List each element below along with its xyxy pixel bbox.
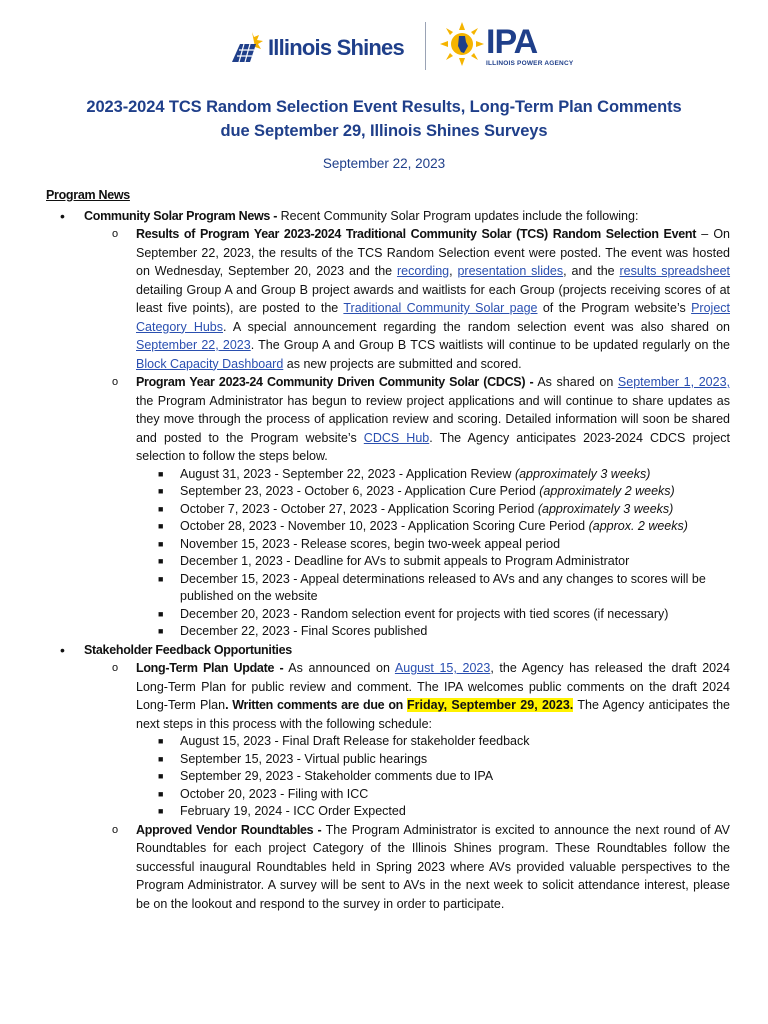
item-text: , and the: [563, 264, 620, 278]
item-text: of the Program website’s: [537, 301, 692, 315]
page-title: [20, 95, 748, 143]
illinois-shines-logo[interactable]: [230, 28, 404, 68]
bullet-square: ■: [158, 806, 164, 816]
highlighted-deadline: Friday, September 29, 2023.: [407, 698, 574, 712]
list-item: [46, 553, 730, 571]
ipa-wordmark: IPA: [486, 23, 538, 61]
step-note: (approx. 2 weeks): [588, 519, 688, 533]
bullet-text: Recent Community Solar Program updates include the following:: [277, 208, 639, 223]
bullet-square: ■: [158, 771, 164, 781]
bullet-community-solar: [46, 207, 730, 226]
step-text: September 29, 2023 - Stakeholder comments due to IPA: [180, 769, 494, 783]
item-emphasis: . Written comments are due on: [225, 698, 408, 712]
bullet-circle: o: [112, 228, 119, 240]
list-item: [46, 623, 730, 641]
item-text: , the Agency has released the draft 2024 Long-Term Plan for public review and comment. The IPA welcomes public comments on the draft 2024 Long-Term Plan: [136, 661, 731, 712]
item-long-term-plan: [46, 659, 730, 733]
logo-divider: [425, 22, 426, 70]
step-text: February 19, 2024 - ICC Order Expected: [180, 804, 406, 818]
bullet-stakeholder-feedback: [46, 641, 730, 660]
bullet-square: ■: [158, 573, 164, 584]
ipa-logo[interactable]: [440, 22, 574, 72]
bullet-dot: •: [60, 207, 65, 224]
link-results-spreadsheet[interactable]: results spreadsheet: [619, 264, 731, 278]
step-text: December 20, 2023 - Random selection event for projects with tied scores (if necessary): [180, 606, 669, 621]
item-tcs-results: [46, 225, 730, 373]
bullet-square: ■: [158, 503, 164, 514]
step-note: (approximately 3 weeks): [537, 501, 674, 516]
item-label: Long-Term Plan Update -: [136, 661, 284, 675]
step-text: October 20, 2023 - Filing with ICC: [180, 786, 369, 801]
illinois-shines-wordmark: Illinois Shines: [268, 35, 404, 60]
list-item: [46, 518, 730, 536]
bullet-square: ■: [158, 608, 164, 619]
step-text: December 22, 2023 - Final Scores published: [180, 624, 428, 638]
item-text: . The Agency anticipates 2023-2024 CDCS project selection to follow the steps below.: [136, 430, 730, 463]
item-label: Program Year 2023-24 Community Driven Community Solar (CDCS) -: [136, 375, 534, 389]
item-av-roundtables: [46, 821, 730, 914]
ltp-steps-list: [46, 733, 730, 821]
bullet-dot: •: [60, 641, 65, 658]
list-item: [46, 803, 730, 821]
list-item: [46, 571, 730, 606]
item-text: ,: [449, 264, 458, 278]
bullet-square: ■: [158, 788, 164, 799]
bullet-square: ■: [158, 538, 164, 549]
list-item: [46, 466, 730, 484]
publish-date: September 22, 2023: [322, 156, 446, 171]
item-cdcs: [46, 373, 730, 466]
link-sep22-announcement[interactable]: September 22, 2023: [136, 338, 251, 352]
item-label: Results of Program Year 2023-2024 Traditional Community Solar (TCS) Random Selection Event: [136, 227, 697, 241]
item-text: . A special announcement regarding the random selection event was also shared on: [223, 319, 730, 334]
list-item: [46, 536, 730, 554]
list-item: [46, 751, 730, 769]
item-text: the Program Administrator has begun to review project applications and will continue to share updates as they move through the process of application review and scoring. Detailed information will soon be shared and posted to the Program website’s: [136, 393, 730, 445]
step-text: December 15, 2023 - Appeal determinations released to AVs and any changes to scores will be published on the website: [180, 571, 706, 603]
bullet-square: ■: [158, 468, 164, 479]
step-note: (approximately 3 weeks): [514, 466, 651, 481]
list-item: [46, 483, 730, 501]
link-tcs-page[interactable]: Traditional Community Solar page: [343, 301, 538, 315]
step-text: September 23, 2023 - October 6, 2023 - Application Cure Period: [180, 484, 540, 498]
list-item: [46, 733, 730, 751]
link-cdcs-hub[interactable]: CDCS Hub: [363, 430, 430, 445]
bullet-square: ■: [158, 556, 164, 566]
step-note: (approximately 2 weeks): [539, 484, 675, 498]
bullet-square: ■: [158, 753, 164, 764]
step-text: September 15, 2023 - Virtual public hearings: [180, 751, 428, 766]
bullet-circle: o: [112, 662, 119, 674]
bullet-square: ■: [158, 736, 164, 746]
bullet-square: ■: [158, 521, 164, 531]
document-body: [46, 186, 730, 913]
link-recording[interactable]: recording: [397, 264, 450, 278]
link-project-category-hubs[interactable]: Project Category Hubs: [136, 301, 730, 334]
item-label: Approved Vendor Roundtables -: [136, 822, 322, 837]
item-text: The Program Administrator is excited to announce the next round of AV Roundtables for each project Category of the Illinois Shines program. These Roundtables follow the successful inaugural Roundtables held in Spring 2023 where AVs provided valuable perspectives to the Program Administrator. A survey will be sent to AVs in the next week to solicit attendance interest, please be on the lookout and respond to the survey in order to participate.: [136, 822, 730, 911]
step-text: October 7, 2023 - October 27, 2023 - Application Scoring Period: [180, 501, 538, 516]
item-text: The Agency anticipates the next steps in this process with the following schedule:: [136, 698, 730, 731]
bullet-label: Stakeholder Feedback Opportunities: [84, 642, 292, 657]
list-item: [46, 768, 730, 786]
item-text: . The Group A and Group B TCS waitlists will continue to be updated regularly on the: [250, 338, 730, 352]
solar-panel-icon: [230, 32, 264, 64]
item-text: as new projects are submitted and scored.: [283, 356, 522, 371]
step-text: August 15, 2023 - Final Draft Release for stakeholder feedback: [180, 734, 530, 748]
bullet-square: ■: [158, 626, 164, 636]
item-text: As announced on: [283, 661, 395, 675]
link-block-capacity-dashboard[interactable]: Block Capacity Dashboard: [136, 356, 284, 371]
bullet-circle: o: [112, 376, 119, 388]
step-text: October 28, 2023 - November 10, 2023 - Application Scoring Cure Period: [180, 519, 589, 533]
list-item: [46, 786, 730, 804]
cdcs-steps-list: [46, 466, 730, 641]
bullet-circle: o: [112, 823, 119, 836]
section-heading-program-news: Program News: [46, 188, 130, 202]
ipa-subtitle: ILLINOIS POWER AGENCY: [486, 60, 574, 67]
step-text: December 1, 2023 - Deadline for AVs to submit appeals to Program Administrator: [180, 554, 630, 568]
item-text: As shared on: [533, 375, 618, 389]
bullet-square: ■: [158, 486, 164, 496]
list-item: [46, 606, 730, 624]
item-text: detailing Group A and Group B project awards and waitlists for each Group (projects receiving scores of at least five points), are posted to the: [136, 282, 730, 315]
sun-icon: [440, 22, 484, 66]
link-presentation-slides[interactable]: presentation slides: [457, 264, 564, 278]
header: [0, 18, 768, 74]
bullet-label: Community Solar Program News -: [84, 208, 278, 223]
link-aug15-announcement[interactable]: August 15, 2023: [394, 661, 491, 675]
title-line-2: due September 29, Illinois Shines Surveys: [220, 122, 548, 140]
item-text: – On September 22, 2023, the results of the TCS Random Selection event were posted. The event was hosted on Wednesday, September 20, 2023 and the: [136, 227, 730, 278]
link-sep1-announcement[interactable]: September 1, 2023,: [617, 375, 730, 389]
title-line-1: 2023-2024 TCS Random Selection Event Results, Long-Term Plan Comments: [86, 98, 682, 116]
step-text: November 15, 2023 - Release scores, begin two-week appeal period: [180, 536, 561, 551]
list-item: [46, 501, 730, 519]
step-text: August 31, 2023 - September 22, 2023 - Application Review: [180, 466, 515, 481]
